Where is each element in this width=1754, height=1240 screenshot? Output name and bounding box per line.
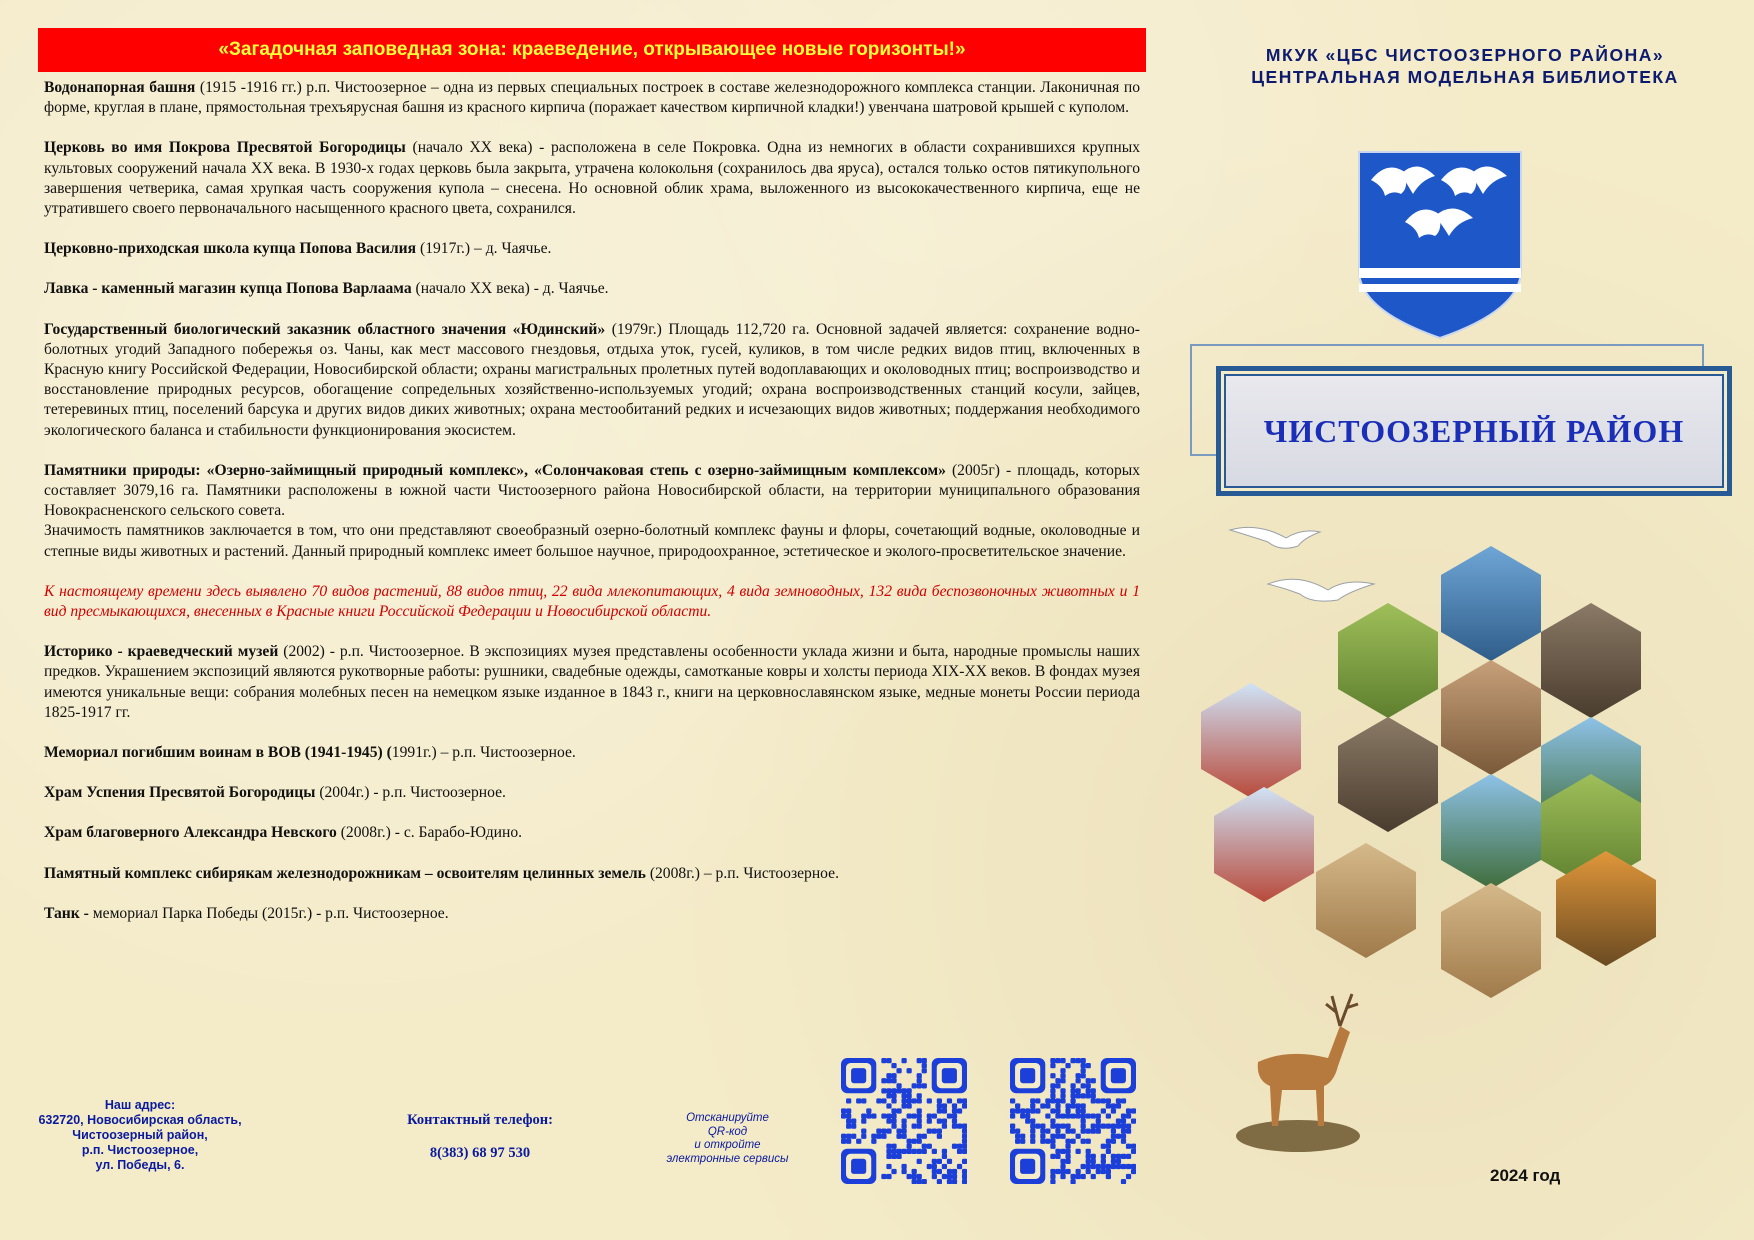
text-paragraph — [44, 582, 1140, 622]
phone-block — [330, 1112, 630, 1162]
text-paragraph — [44, 521, 1140, 561]
grouse-photo — [1541, 603, 1641, 718]
paragraph-heading: Государственный биологический заказник областного значения «Юдинский» — [44, 320, 606, 338]
paragraph-heading: Памятники природы: «Озерно-займищный природный комплекс», «Солончаковая степь с озерно-займищным комплексом» — [44, 461, 946, 479]
paragraph-body: (1915 -1916 гг.) р.п. Чистоозерное – одна из первых специальных построек в составе железнодорожного комплекса станции. Лаконичная по форме, круглая в плане, прямостольная трехъярусная башня из красного кирпича (поражает качеством кирпичной кладки!) увенчана шатровой крышей с куполом. — [44, 79, 1140, 117]
phone-number: 8(383) 68 97 530 — [429, 1145, 531, 1161]
address-line: р.п. Чистоозерное, — [81, 1143, 199, 1157]
qr-caption-line: и откройте — [694, 1139, 761, 1151]
text-paragraph — [44, 743, 1140, 763]
text-paragraph — [44, 823, 1140, 843]
banner-title: «Загадочная заповедная зона: краеведение, открывающее новые горизонты!» — [38, 28, 1146, 72]
organization-header — [1205, 44, 1725, 88]
paragraph-body: 1991г.) – р.п. Чистоозерное. — [391, 744, 576, 762]
org-name: МКУК «ЦБС ЧИСТООЗЕРНОГО РАЙОНА» — [1265, 45, 1665, 65]
paragraph-heading: Водонапорная башня — [44, 79, 196, 96]
qr-caption-line: QR-код — [707, 1125, 748, 1138]
address-label: Наш адрес: — [104, 1098, 176, 1112]
paragraph-body: (2004г.) - р.п. Чистоозерное. — [315, 784, 506, 802]
partridge-photo — [1316, 843, 1416, 958]
paragraph-body: (2008г.) - с. Барабо-Юдино. — [336, 824, 523, 842]
text-paragraph — [44, 783, 1140, 803]
paragraph-heading: Храм Успения Пресвятой Богородицы — [44, 784, 316, 802]
paragraph-body: (2005г) - площадь, которых составляет 3079,16 га. Памятники расположены в южной части Чистоозерного района Новосибирской области, на территории муниципального образования Новокрасненского сельского совета. — [44, 461, 1141, 520]
qr-caption-line: электронные сервисы — [666, 1152, 789, 1165]
title-frame — [1190, 344, 1740, 504]
building-photo — [1214, 787, 1314, 902]
text-paragraph — [44, 239, 1140, 259]
qr-caption — [650, 1112, 805, 1166]
body-text — [44, 78, 1140, 924]
address-line: Чистоозерный район, — [72, 1128, 208, 1142]
text-paragraph — [44, 642, 1140, 723]
text-paragraph — [44, 461, 1140, 522]
org-library: ЦЕНТРАЛЬНАЯ МОДЕЛЬНАЯ БИБЛИОТЕКА — [1251, 67, 1679, 87]
paragraph-heading: Историко - краеведческий музей — [44, 643, 279, 661]
deer-icon — [1228, 986, 1378, 1156]
year-label: 2024 год — [1490, 1166, 1561, 1185]
qr-code-2[interactable] — [1010, 1058, 1136, 1184]
paragraph-body: (начало ХХ века) - д. Чаячье. — [411, 280, 609, 298]
paragraph-body: (2002) - р.п. Чистоозерное. В экспозициях музея представлены особенности уклада жизни и быта, народные промыслы наших предков. Украшением экспозиций являются рукотворные работы: рушники, свадебные одежды, самотканые ковры и холсты периода XIX-XX веков. В фондах музея имеются уникальные вещи: собрания молебных песен на немецком языке изданное в 1843 г., книги на церковнославянском языке, медные монеты России периода 1825-1917 гг. — [44, 643, 1141, 721]
paragraph-body: К настоящему времени здесь выявлено 70 видов растений, 88 видов птиц, 22 вида млекопитающих, 4 вида земноводных, 132 вида беспозвоночных животных и 1 вид пресмыкающихся, внесенных в Красные книги Российской Федерации и Новосибирской области. — [44, 582, 1140, 621]
paragraph-body: (1979г.) Площадь 112,720 га. Основной задачей является: сохранение водно-болотных угодий Западного побережья оз. Чаны, как мест массового гнездовья, отдыха уток, гусей, куликов, в том числе редких видов птиц, включенных в Красную книгу Российской Федерации, Новосибирской области; охраны магистральных пролетных путей водоплавающих и околоводных птиц; воспроизводство и восстановление природных ресурсов, обогащение сопредельных хозяйственно-используемых угодий; охрана воспроизводственных станций косули, зайцев, тетеревиных птиц, поселений барсука и других видов диких животных; охрана местообитаний редких и исчезающих видов животных; поддержания необходимого экологического баланса и стабильности функционирования экосистем. — [44, 320, 1140, 439]
address-line: 632720, Новосибирская область, — [38, 1113, 242, 1127]
address-line: ул. Победы, 6. — [95, 1158, 185, 1172]
paragraph-body: (2008г.) – р.п. Чистоозерное. — [645, 864, 839, 882]
text-paragraph — [44, 864, 1140, 884]
paragraph-heading: Танк - — [44, 904, 89, 922]
memorial-photo — [1441, 774, 1541, 889]
text-paragraph — [44, 279, 1140, 299]
text-paragraph — [44, 320, 1140, 441]
paragraph-heading: Мемориал погибшим воинам в ВОВ (1941-1945) ( — [44, 744, 392, 762]
text-paragraph — [44, 904, 1140, 924]
church-photo — [1201, 683, 1301, 798]
paragraph-body: мемориал Парка Победы (2015г.) - р.п. Чистоозерное. — [88, 904, 449, 922]
paragraph-body: (1917г.) – д. Чаячье. — [416, 240, 552, 258]
phone-label: Контактный телефон: — [407, 1112, 553, 1128]
jerboa-photo — [1441, 883, 1541, 998]
weasel-photo — [1338, 717, 1438, 832]
paragraph-body: Значимость памятников заключается в том, что они представляют своеобразный озерно-болотный комплекс фауны и флоры, сочетающий водные, околоводные и степные виды животных и растений. Данный природный комплекс имеет большое научное, природоохранное, эстетическое и эколого-просветительское значение. — [44, 522, 1140, 560]
district-title: ЧИСТООЗЕРНЫЙ РАЙОН — [1263, 412, 1685, 449]
paragraph-heading: Храм благоверного Александра Невского — [44, 824, 337, 842]
text-paragraph — [44, 78, 1140, 118]
left-panel — [38, 28, 1146, 944]
paragraph-heading: Церковь во имя Покрова Пресвятой Богородицы — [44, 139, 406, 157]
paragraph-heading: Церковно-приходская школа купца Попова Василия — [44, 240, 417, 258]
qr-code-1[interactable] — [841, 1058, 967, 1184]
qr-caption-line: Отсканируйте — [686, 1112, 769, 1124]
text-paragraph — [44, 138, 1140, 219]
paragraph-body: (начало ХХ века) - расположена в селе Покровка. Одна из немногих в области сохранившихся крупных культовых сооружений начала ХХ века. В 1930-х годах церковь была закрыта, утрачена колокольня (сохранилось два яруса), остался только остов пятикупольного завершения четверика, самая хрупкая часть сооружения купола – снесена. Но основной облик храма, выложенного из высококачественного кирпича, еще не утратившего своего первоначального насыщенного красного цвета, сохранился. — [44, 139, 1140, 218]
hare-photo — [1338, 603, 1438, 718]
paragraph-heading: Лавка - каменный магазин купца Попова Варлаама — [44, 280, 412, 298]
stoat-photo — [1441, 660, 1541, 775]
address-block — [20, 1098, 260, 1173]
district-emblem-icon — [1357, 150, 1523, 340]
swan-photo — [1441, 546, 1541, 661]
paragraph-heading: Памятный комплекс сибирякам железнодорожникам – освоителям целинных земель — [44, 864, 646, 882]
